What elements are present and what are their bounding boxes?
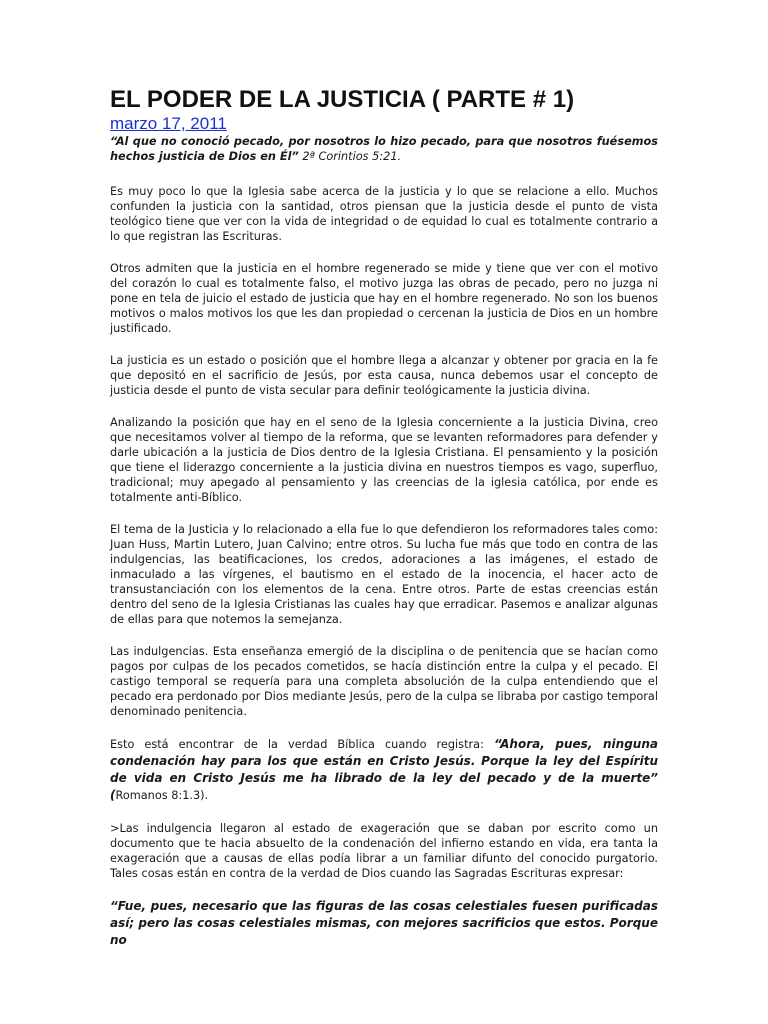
paragraph-4: Analizando la posición que hay en el seno de la Iglesia concerniente a la justicia Divina, creo que necesitamos volver al tiempo de la reforma, que se levanten reformadores para defender y darle ubicación a la justicia de Dios dentro de la Iglesia Cristiana. El pensamiento y la posición que tiene el liderazgo concerniente a la justicia divina en nuestros tiempos es vago, superfluo, tradicional; muy apegado al pensamiento y las creencias de la iglesia católica, por ende es totalmente anti-Bíblico. bbox=[110, 416, 658, 504]
paragraph-7 bbox=[110, 736, 658, 804]
paragraph-5: El tema de la Justicia y lo relacionado a ella fue lo que defendieron los reformadores tales como: Juan Huss, Martin Lutero, Juan Calvino; entre otros. Su lucha fue más que todo en contra de las indulgencias, las beatificaciones, los credos, adoraciones a las imágenes, el estado de inmaculado a las vírgenes, el bautismo en el estado de la inocencia, el hacer acto de transustanciación con los elementos de la cena. Entre otros. Parte de estas creencias están dentro del seno de la Iglesia Cristianas las cuales hay que erradicar. Pasemos e analizar algunas de ellas para que notemos la semejanza. bbox=[110, 523, 658, 626]
epigraph-quote: “Al que no conoció pecado, por nosotros lo hizo pecado, para que nosotros fuésemos hechos justicia de Dios en Él” bbox=[110, 135, 658, 163]
paragraph-1: Es muy poco lo que la Iglesia sabe acerca de la justicia y lo que se relacione a ello. Muchos confunden la justicia con la santidad, otros piensan que la justicia desde el punto de vista teológico tiene que ver con la vida de integridad o de equidad lo cual es totalmente contrario a lo que registran las Escrituras. bbox=[110, 185, 658, 243]
paragraph-9-quote: “Fue, pues, necesario que las figuras de las cosas celestiales fuesen purificadas así; pero las cosas celestiales mismas, con mejores sacrificios que estos. Porque no bbox=[110, 899, 658, 947]
paragraph-6: Las indulgencias. Esta enseñanza emergió de la disciplina o de penitencia que se hacían como pagos por culpas de los pecados cometidos, se hacía distinción entre la culpa y el pecado. El castigo temporal se requería para una completa absolución de la culpa entendiendo que el pecado era perdonado por Dios mediante Jesús, pero de la culpa se libraba por castigo temporal denominado penitencia. bbox=[110, 645, 658, 718]
paragraph-7-intro: Esto está encontrar de la verdad Bíblica cuando registra: bbox=[110, 738, 494, 751]
paragraph-3: La justicia es un estado o posición que el hombre llega a alcanzar y obtener por gracia en la fe que depositó en el sacrificio de Jesús, por esta causa, nunca debemos usar el concepto de justicia desde el punto de vista secular para definir teológicamente la justicia divina. bbox=[110, 354, 658, 397]
article-title: EL PODER DE LA JUSTICIA ( PARTE # 1) bbox=[110, 86, 575, 113]
epigraph-reference: 2ª Corintios 5:21. bbox=[298, 150, 402, 163]
paragraph-9 bbox=[110, 898, 658, 949]
epigraph bbox=[110, 134, 658, 164]
paragraph-7-reference: Romanos 8:1.3). bbox=[115, 789, 209, 802]
article bbox=[110, 86, 658, 966]
paragraph-2: Otros admiten que la justicia en el hombre regenerado se mide y tiene que ver con el motivo del corazón lo cual es totalmente falso, el motivo juzga las obras de pecado, pero no juzga ni pone en tela de juicio el estado de justicia que hay en el hombre regenerado. No son los buenos motivos o malos motivos los que les dan propiedad o cercenan la justicia de Dios en un hombre justificado. bbox=[110, 262, 658, 335]
paragraph-7-quote: “Ahora, pues, ninguna condenación hay para los que están en Cristo Jesús. Porque la ley del Espíritu de vida en Cristo Jesús me ha librado de la ley del pecado y de la muerte” ( bbox=[110, 737, 658, 802]
article-date-link[interactable]: marzo 17, 2011 bbox=[110, 114, 227, 133]
paragraph-8: >Las indulgencia llegaron al estado de exageración que se daban por escrito como un documento que te hacia absuelto de la condenación del infierno estando en vida, era tanta la exageración que a causas de ellas podía librar a un familiar difunto del conocido purgatorio. Tales cosas están en contra de la verdad de Dios cuando las Sagradas Escrituras expresar: bbox=[110, 822, 658, 880]
